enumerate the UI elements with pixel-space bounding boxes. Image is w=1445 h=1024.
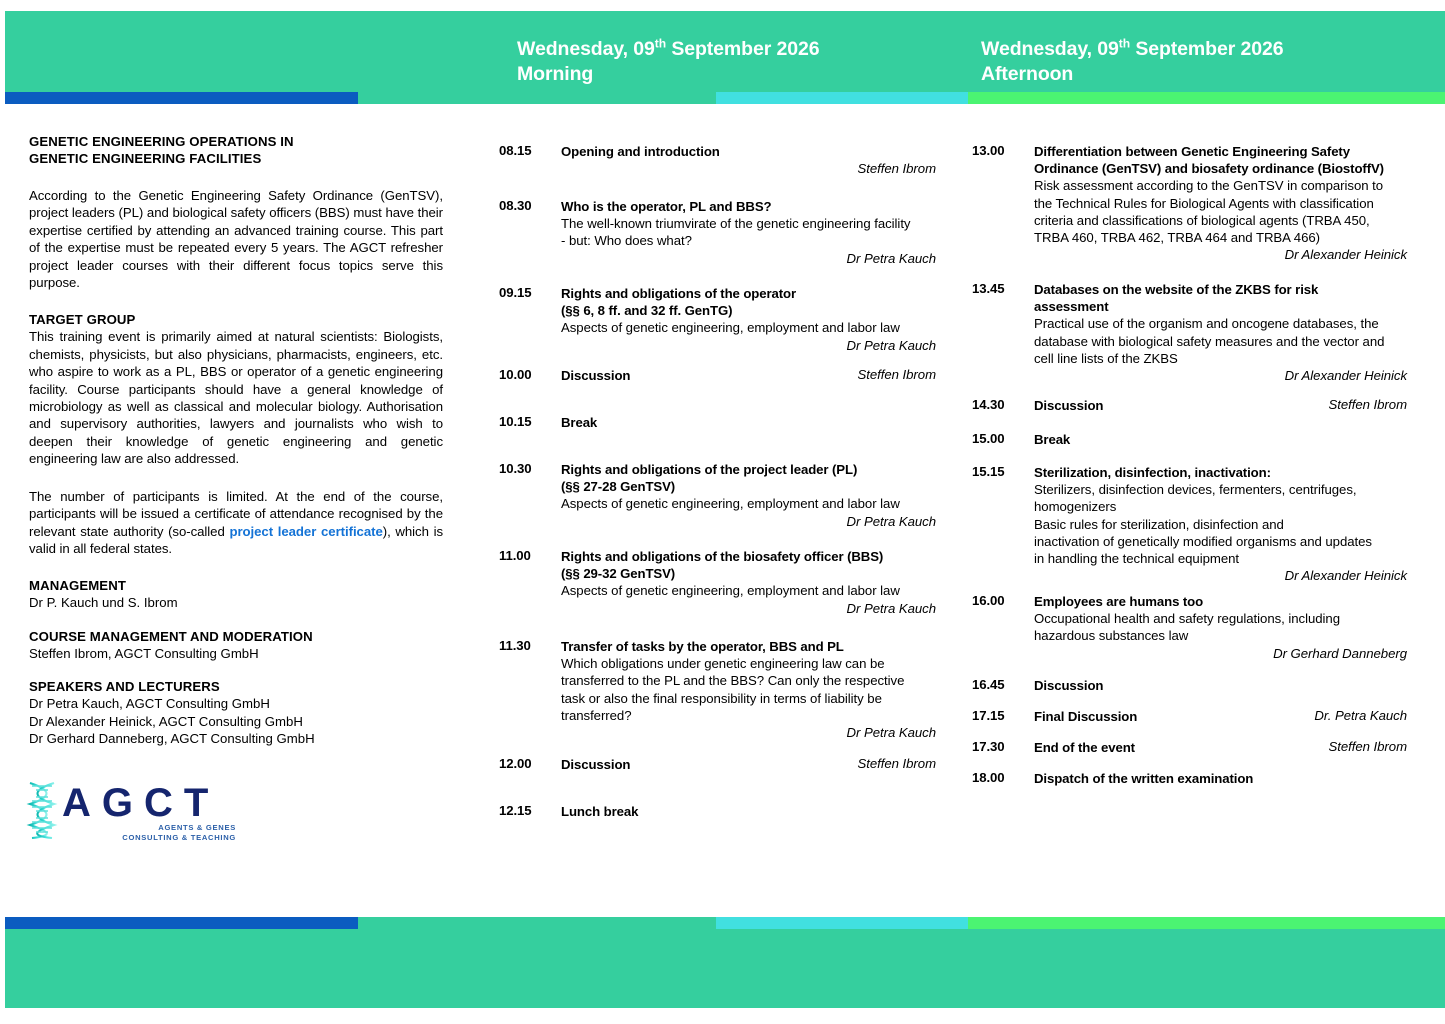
agenda-item-description: task or also the final responsibility in terms of liability be — [561, 690, 882, 706]
agenda-item-time: 08.15 — [499, 143, 532, 158]
agenda-item-body — [561, 548, 936, 617]
accent-segment-cyan — [716, 92, 968, 104]
agenda-item-description: Occupational health and safety regulations, including — [1034, 611, 1340, 627]
agenda-item-time: 15.15 — [972, 464, 1005, 479]
speaker-entry: Dr Alexander Heinick, AGCT Consulting GmbH — [29, 713, 303, 729]
agenda-item-title: (§§ 29-32 GenTSV) — [561, 566, 676, 582]
agenda-item-time: 09.15 — [499, 285, 532, 300]
agenda-item-description: - but: Who does what? — [561, 233, 692, 249]
agenda-item-title: Discussion — [561, 757, 631, 772]
agenda-item-body — [1034, 677, 1407, 694]
agenda-item-title: Dispatch of the written examination — [1034, 771, 1254, 786]
agenda-item-time: 10.00 — [499, 367, 532, 382]
agenda-item — [972, 464, 1407, 584]
header-afternoon-date-ordinal: th — [1118, 36, 1130, 51]
agenda-item-title: Databases on the website of the ZKBS for risk — [1034, 282, 1319, 297]
header-afternoon-date: Wednesday, 09th September 2026 — [981, 36, 1284, 60]
agenda-item-time: 14.30 — [972, 397, 1005, 412]
agenda-item-title: End of the event — [1034, 740, 1135, 755]
agenda-item-time: 08.30 — [499, 198, 532, 213]
agenda-item-speaker: Steffen Ibrom — [1328, 739, 1407, 754]
agenda-item-description: Aspects of genetic engineering, employment and labor law — [561, 496, 900, 512]
agenda-item-speaker: Dr Petra Kauch — [846, 250, 936, 266]
agenda-item-speaker: Dr Petra Kauch — [846, 725, 936, 741]
agenda-item — [499, 198, 936, 267]
agenda-item-body — [1034, 770, 1407, 787]
accent-segment-blue — [5, 92, 358, 104]
agenda-item-title: Discussion — [1034, 678, 1104, 693]
agenda-item-title: Differentiation between Genetic Engineering Safety — [1034, 144, 1350, 159]
course-title-line1: GENETIC ENGINEERING OPERATIONS IN — [29, 134, 294, 149]
agenda-item — [972, 739, 1407, 756]
participants-text-part2: ), which is valid in all federal states. — [29, 523, 443, 556]
target-group-heading: TARGET GROUP — [29, 312, 136, 328]
agenda-item-title: Rights and obligations of the project leader (PL) — [561, 462, 858, 477]
course-info-column — [29, 133, 443, 747]
agenda-item-time: 11.00 — [499, 548, 531, 563]
header-afternoon-label: Afternoon — [981, 63, 1074, 85]
agenda-item-time: 16.45 — [972, 677, 1005, 692]
agenda-item — [972, 770, 1407, 787]
agenda-item-speaker: Steffen Ibrom — [857, 367, 936, 382]
agenda-item-title: Opening and introduction — [561, 144, 720, 159]
agenda-item-body — [561, 803, 936, 820]
agenda-item-title: Discussion — [561, 368, 631, 383]
agenda-item — [972, 431, 1407, 448]
agenda-item-description: inactivation of genetically modified organisms and updates — [1034, 533, 1372, 549]
project-leader-certificate-highlight: project leader certificate — [229, 523, 383, 539]
agenda-item-description: Sterilizers, disinfection devices, fermenters, centrifuges, — [1034, 482, 1357, 498]
agenda-item-time: 12.15 — [499, 803, 532, 818]
agenda-item-time: 10.15 — [499, 414, 532, 429]
agenda-item-title: Rights and obligations of the biosafety officer (BBS) — [561, 549, 884, 564]
top-accent-strip — [5, 92, 1445, 104]
agenda-item-description: transferred? — [561, 707, 632, 723]
agenda-item-title: Break — [561, 415, 598, 430]
speakers-list — [29, 695, 443, 747]
participants-paragraph — [29, 488, 443, 558]
agenda-item-body — [561, 198, 936, 267]
agenda-item-time: 17.15 — [972, 708, 1005, 723]
agenda-item — [499, 461, 936, 530]
agenda-item-title: Who is the operator, PL and BBS? — [561, 199, 772, 214]
agenda-item-time: 18.00 — [972, 770, 1005, 785]
agenda-item-time: 16.00 — [972, 593, 1005, 608]
agenda-item-description: Risk assessment according to the GenTSV in comparison to — [1034, 178, 1384, 194]
agenda-item — [972, 708, 1407, 725]
agenda-item-description: hazardous substances law — [1034, 628, 1189, 644]
agenda-item-description: Practical use of the organism and oncogene databases, the — [1034, 316, 1379, 332]
agenda-item-title: assessment — [1034, 299, 1109, 315]
agenda-item-title: Sterilization, disinfection, inactivation: — [1034, 465, 1271, 480]
agenda-item-body — [1034, 143, 1407, 263]
agenda-item-description: transferred to the PL and the BBS? Can only the respective — [561, 673, 905, 689]
agct-tagline-line1: AGENTS & GENES — [158, 823, 236, 832]
agenda-item-body — [1034, 431, 1407, 448]
agenda-item-time: 17.30 — [972, 739, 1005, 754]
accent-segment-green — [968, 917, 1445, 929]
agenda-item-title: Rights and obligations of the operator — [561, 286, 797, 301]
agenda-item — [972, 593, 1407, 662]
agenda-item-body — [561, 638, 936, 741]
speaker-entry: Dr Gerhard Danneberg, AGCT Consulting GmbH — [29, 730, 315, 746]
agenda-item — [499, 143, 936, 177]
agenda-item-speaker: Dr Alexander Heinick — [1284, 568, 1407, 584]
agenda-item — [972, 677, 1407, 694]
agenda-item-body — [1034, 593, 1407, 662]
header-morning-session — [517, 37, 820, 87]
header-morning-date: Wednesday, 09th September 2026 — [517, 36, 820, 60]
agenda-item-speaker: Steffen Ibrom — [857, 161, 936, 177]
agct-tagline-line2: CONSULTING & TEACHING — [122, 832, 236, 842]
course-intro-paragraph: According to the Genetic Engineering Safety Ordinance (GenTSV), project leaders (PL) and biological safety officers (BBS) must have their expertise certified by attending an advanced training course. This part of the expertise must be repeated every 5 years. The AGCT refresher project leader courses with their different focus topics serve this purpose. — [29, 188, 443, 291]
agenda-item-description: in handling the technical equipment — [1034, 551, 1240, 567]
agenda-item-description: the Technical Rules for Biological Agents with classification — [1034, 195, 1374, 211]
speakers-heading: SPEAKERS AND LECTURERS — [29, 679, 220, 695]
agenda-item-description: TRBA 460, TRBA 462, TRBA 464 and TRBA 466) — [1034, 230, 1321, 246]
header-morning-label: Morning — [517, 63, 594, 85]
agenda-item-body — [561, 143, 936, 177]
agct-wordmark: AGCT — [62, 781, 220, 825]
agenda-item — [499, 367, 936, 384]
agenda-item-body — [561, 414, 936, 431]
header-afternoon-session — [981, 37, 1284, 87]
agenda-item-speaker: Dr Alexander Heinick — [1284, 368, 1407, 384]
agenda-item-body — [1034, 281, 1407, 384]
agenda-item — [499, 638, 936, 741]
agenda-item — [499, 803, 936, 820]
agenda-item-speaker: Dr Gerhard Danneberg — [1273, 645, 1407, 661]
agenda-item-description: Aspects of genetic engineering, employment and labor law — [561, 583, 900, 599]
agenda-item-time: 13.45 — [972, 281, 1005, 296]
agenda-item-description: database with biological safety measures and the vector and — [1034, 333, 1385, 349]
agenda-item-body — [1034, 464, 1407, 584]
agenda-item — [499, 285, 936, 354]
agenda-item-description: criteria and classifications of biological agents (TRBA 450, — [1034, 212, 1370, 228]
agenda-item-time: 12.00 — [499, 756, 532, 771]
agenda-item-speaker: Dr. Petra Kauch — [1314, 708, 1407, 723]
agenda-item-description: Aspects of genetic engineering, employment and labor law — [561, 320, 900, 336]
agenda-item-time: 11.30 — [499, 638, 531, 653]
agenda-item-speaker: Dr Petra Kauch — [846, 337, 936, 353]
agenda-item-title: Discussion — [1034, 398, 1104, 413]
accent-segment-cyan — [716, 917, 968, 929]
agenda-item-description: cell line lists of the ZKBS — [1034, 350, 1178, 366]
agenda-item-time: 10.30 — [499, 461, 532, 476]
agenda-item — [499, 414, 936, 431]
agenda-item-title: Employees are humans too — [1034, 594, 1204, 609]
agenda-item-time: 15.00 — [972, 431, 1005, 446]
management-names: Dr P. Kauch und S. Ibrom — [29, 595, 178, 611]
agenda-item — [499, 756, 936, 773]
agenda-item-speaker: Steffen Ibrom — [1328, 397, 1407, 412]
accent-segment-green — [968, 92, 1445, 104]
course-management-heading: COURSE MANAGEMENT AND MODERATION — [29, 628, 313, 644]
bottom-accent-strip — [5, 917, 1445, 929]
agenda-item — [972, 143, 1407, 263]
header-morning-date-ordinal: th — [654, 36, 666, 51]
course-title — [29, 133, 443, 167]
agenda-item-description: Which obligations under genetic engineering law can be — [561, 656, 885, 672]
page-header-band — [5, 11, 1445, 92]
agenda-item-title: Break — [1034, 432, 1071, 447]
target-group-paragraph: This training event is primarily aimed at natural scientists: Biologists, chemists, physicists, but also physicians, pharmacists, engineers, etc. who aspire to work as a PL, BBS or operator of a genetic engineering facility. Course participants should have a general knowledge of microbiology as well as classical and molecular biology. Authorisation and supervisory authorities, lawyers and journalists who wish to deepen their knowledge of genetic engineering and genetic engineering law are also addressed. — [29, 329, 443, 467]
participants-text-part1: The number of participants is limited. At the end of the course, participants will be issued a certificate of attendance recognised by the relevant state authority (so-called — [29, 488, 443, 539]
agenda-item-title: (§§ 27-28 GenTSV) — [561, 479, 676, 495]
agenda-item — [499, 548, 936, 617]
course-title-line2: GENETIC ENGINEERING FACILITIES — [29, 151, 262, 166]
accent-segment-blue — [5, 917, 358, 929]
agenda-item — [972, 281, 1407, 384]
agenda-item-speaker: Dr Alexander Heinick — [1284, 247, 1407, 263]
agenda-item-description: Basic rules for sterilization, disinfection and — [1034, 516, 1284, 532]
agenda-item-body — [561, 285, 936, 354]
speaker-entry: Dr Petra Kauch, AGCT Consulting GmbH — [29, 696, 270, 712]
agenda-item-title: Transfer of tasks by the operator, BBS and PL — [561, 639, 844, 654]
agenda-item-description: The well-known triumvirate of the genetic engineering facility — [561, 216, 911, 232]
agenda-item-title: Lunch break — [561, 804, 639, 819]
agct-tagline — [110, 823, 236, 842]
agenda-item-title: Final Discussion — [1034, 709, 1138, 724]
course-management-name: Steffen Ibrom, AGCT Consulting GmbH — [29, 645, 259, 661]
agenda-item-speaker: Dr Petra Kauch — [846, 513, 936, 529]
agenda-item-body — [561, 461, 936, 530]
agenda-item-time: 13.00 — [972, 143, 1005, 158]
agenda-item-description: homogenizers — [1034, 499, 1117, 515]
agct-logo — [26, 781, 236, 841]
page-footer-band — [5, 929, 1445, 1008]
management-heading: MANAGEMENT — [29, 578, 126, 594]
agenda-item — [972, 397, 1407, 414]
agenda-item-title: (§§ 6, 8 ff. and 32 ff. GenTG) — [561, 303, 733, 319]
agenda-item-speaker: Steffen Ibrom — [857, 756, 936, 771]
dna-helix-icon — [26, 781, 60, 839]
agenda-item-speaker: Dr Petra Kauch — [846, 600, 936, 616]
agenda-item-title: Ordinance (GenTSV) and biosafety ordinance (BiostoffV) — [1034, 161, 1384, 177]
